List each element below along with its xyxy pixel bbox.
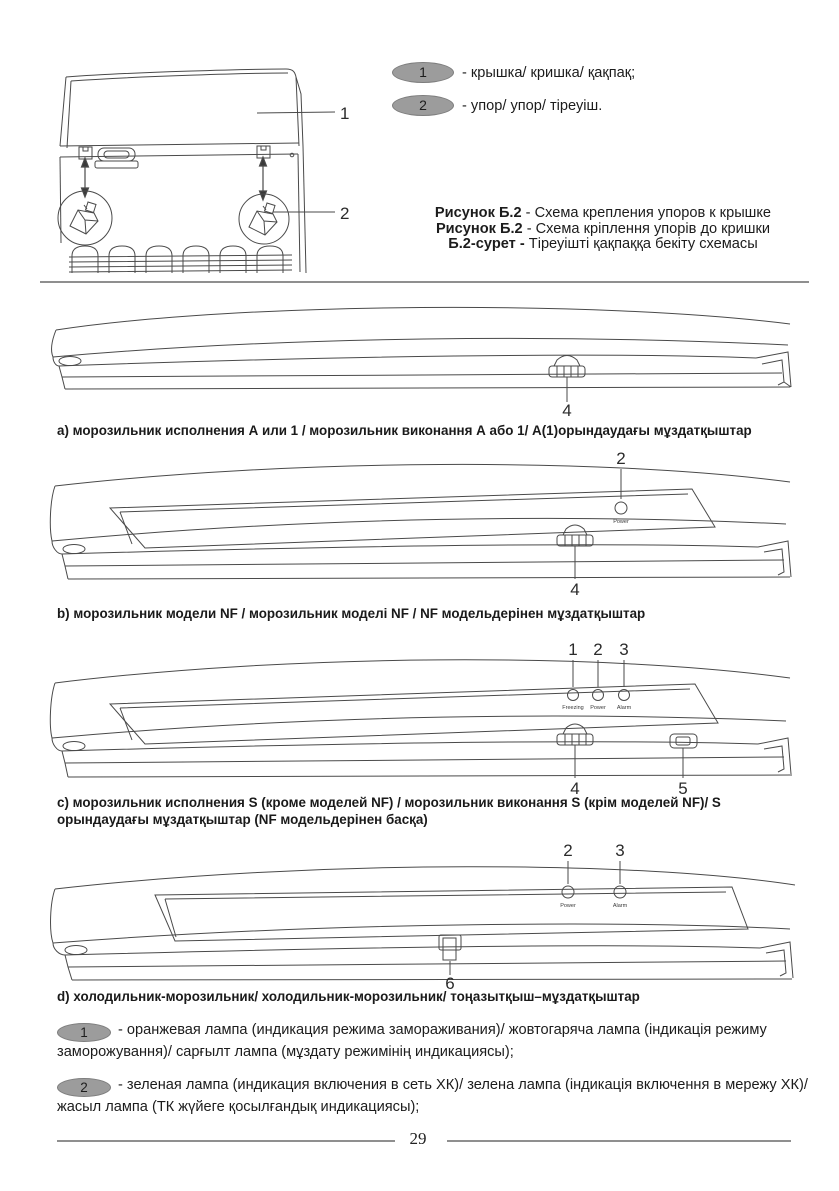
alarm-lamp-label: Alarm [612, 903, 628, 909]
callout-4 [570, 745, 579, 798]
callout-2 [273, 204, 349, 223]
freezer-body [50, 660, 792, 777]
figure-c-caption: с) морозильник исполнения S (кроме моделей NF) / морозильник виконання S (крім моделей NF)/ S орындаудағы мұздатқыштар (NF модельдерінен басқа) [57, 795, 721, 827]
figure-a-caption: а) морозильник исполнения А или 1 / морозильник виконання А або 1/ А(1)орындаудағы мұздатқыштар [57, 423, 752, 438]
freezing-lamp-label: Freezing [562, 705, 584, 711]
footer-line-right [447, 1140, 791, 1142]
callout-1 [568, 640, 577, 687]
legend-item-lid [392, 62, 830, 83]
lamp-legend-item-green [57, 1075, 809, 1117]
door-latch [439, 935, 461, 960]
lamp-legend-text-green: - зеленая лампа (индикация включения в сеть ХК)/ зелена лампа (індикація включення в мережу ХК)/ жасыл лампа (ТК жүйеге қосылғандық индикациясы); [57, 1077, 808, 1115]
freezer-body [50, 464, 791, 579]
callout-4-label: 4 [562, 401, 572, 418]
callout-4 [562, 377, 571, 418]
legend-text-support: - упор/ упор/ тіреуіш. [462, 97, 603, 114]
callout-2 [593, 640, 602, 687]
power-lamp [590, 690, 606, 712]
support-detail-circles [58, 191, 289, 245]
callout-3-label: 3 [615, 841, 625, 860]
figure-b2-caption [386, 206, 820, 253]
support-wedge-right [249, 203, 277, 235]
power-lamp-label: Power [613, 519, 629, 525]
callout-6 [445, 961, 454, 991]
figure-b2-caption-kk [386, 237, 820, 253]
callout-1 [257, 104, 349, 123]
figure-b2-caption-ru [386, 206, 820, 222]
lamp-legend-text-orange: - оранжевая лампа (индикация режима замораживания)/ жовтогаряча лампа (індикація режиму заморожування)/ сарғылт лампа (мұздату режимінің индикациясы); [57, 1022, 767, 1060]
callout-1-label: 1 [568, 640, 578, 659]
callout-2-label: 2 [340, 204, 350, 223]
callout-4-label: 4 [570, 779, 580, 798]
freezer-body [52, 307, 791, 389]
callout-4-label: 4 [570, 580, 580, 599]
alarm-lamp-label: Alarm [616, 705, 632, 711]
callout-3 [615, 841, 624, 884]
lamp-legend-item-orange [57, 1020, 809, 1062]
figure-b2-caption-uk [386, 222, 820, 238]
callout-2 [563, 841, 572, 884]
direction-arrows [82, 157, 267, 200]
figure-d-caption: d) холодильник-морозильник/ холодильник-морозильник/ тоңазытқыш–мұздатқыштар [57, 989, 640, 1004]
figure-d-diagram [40, 841, 810, 991]
power-lamp-label: Power [560, 903, 576, 909]
figure-b-caption: b) морозильник модели NF / морозильник моделі NF / NF модельдерінен мұздатқыштар [57, 606, 646, 621]
callout-3-label: 3 [619, 640, 629, 659]
caption-label: Рисунок Б.2 [434, 205, 522, 221]
footer-line-left [57, 1140, 395, 1142]
callout-4 [570, 546, 579, 599]
callout-2-label: 2 [593, 640, 603, 659]
legend-badge-2: 2 [392, 95, 454, 116]
condenser-arches [69, 246, 292, 273]
caption-label: Б.2-сурет - [448, 236, 525, 253]
figure-b2-legend [392, 62, 830, 128]
power-lamp [613, 502, 629, 525]
caption-text: - Схема кріплення упорів до кришки [522, 220, 771, 237]
power-lamp-label: Power [590, 705, 606, 711]
caption-text: - Схема крепления упоров к крышке [521, 205, 772, 221]
figure-a-diagram [40, 290, 810, 418]
separator-line [40, 281, 809, 283]
callout-1-label: 1 [340, 104, 350, 123]
legend-badge-1: 1 [392, 62, 454, 83]
page-number: 29 [409, 1129, 427, 1148]
caption-text: Тіреуішті қақпаққа бекіту схемасы [524, 236, 758, 253]
thermostat-knob [557, 525, 593, 546]
lamp-legend-badge-1: 1 [57, 1023, 111, 1042]
caption-label: Рисунок Б.2 [435, 220, 523, 237]
alarm-lamp [613, 886, 628, 909]
callout-5-label: 5 [678, 779, 688, 798]
support-wedge-left [70, 202, 98, 234]
legend-text-lid: - крышка/ кришка/ қақпақ; [462, 64, 636, 81]
callout-6-label: 6 [445, 974, 455, 991]
lamp-legend-badge-2: 2 [57, 1078, 111, 1097]
fridge-body [51, 867, 795, 980]
figure-b-diagram [40, 448, 810, 600]
figure-b2-diagram [52, 60, 357, 280]
figure-c-diagram [40, 638, 810, 800]
callout-5 [678, 748, 687, 798]
freezing-switch [670, 734, 697, 748]
callout-2-label: 2 [563, 841, 573, 860]
callout-2-label: 2 [616, 449, 626, 468]
legend-item-support [392, 95, 830, 116]
lid-handle [95, 148, 138, 168]
alarm-lamp [617, 690, 632, 712]
